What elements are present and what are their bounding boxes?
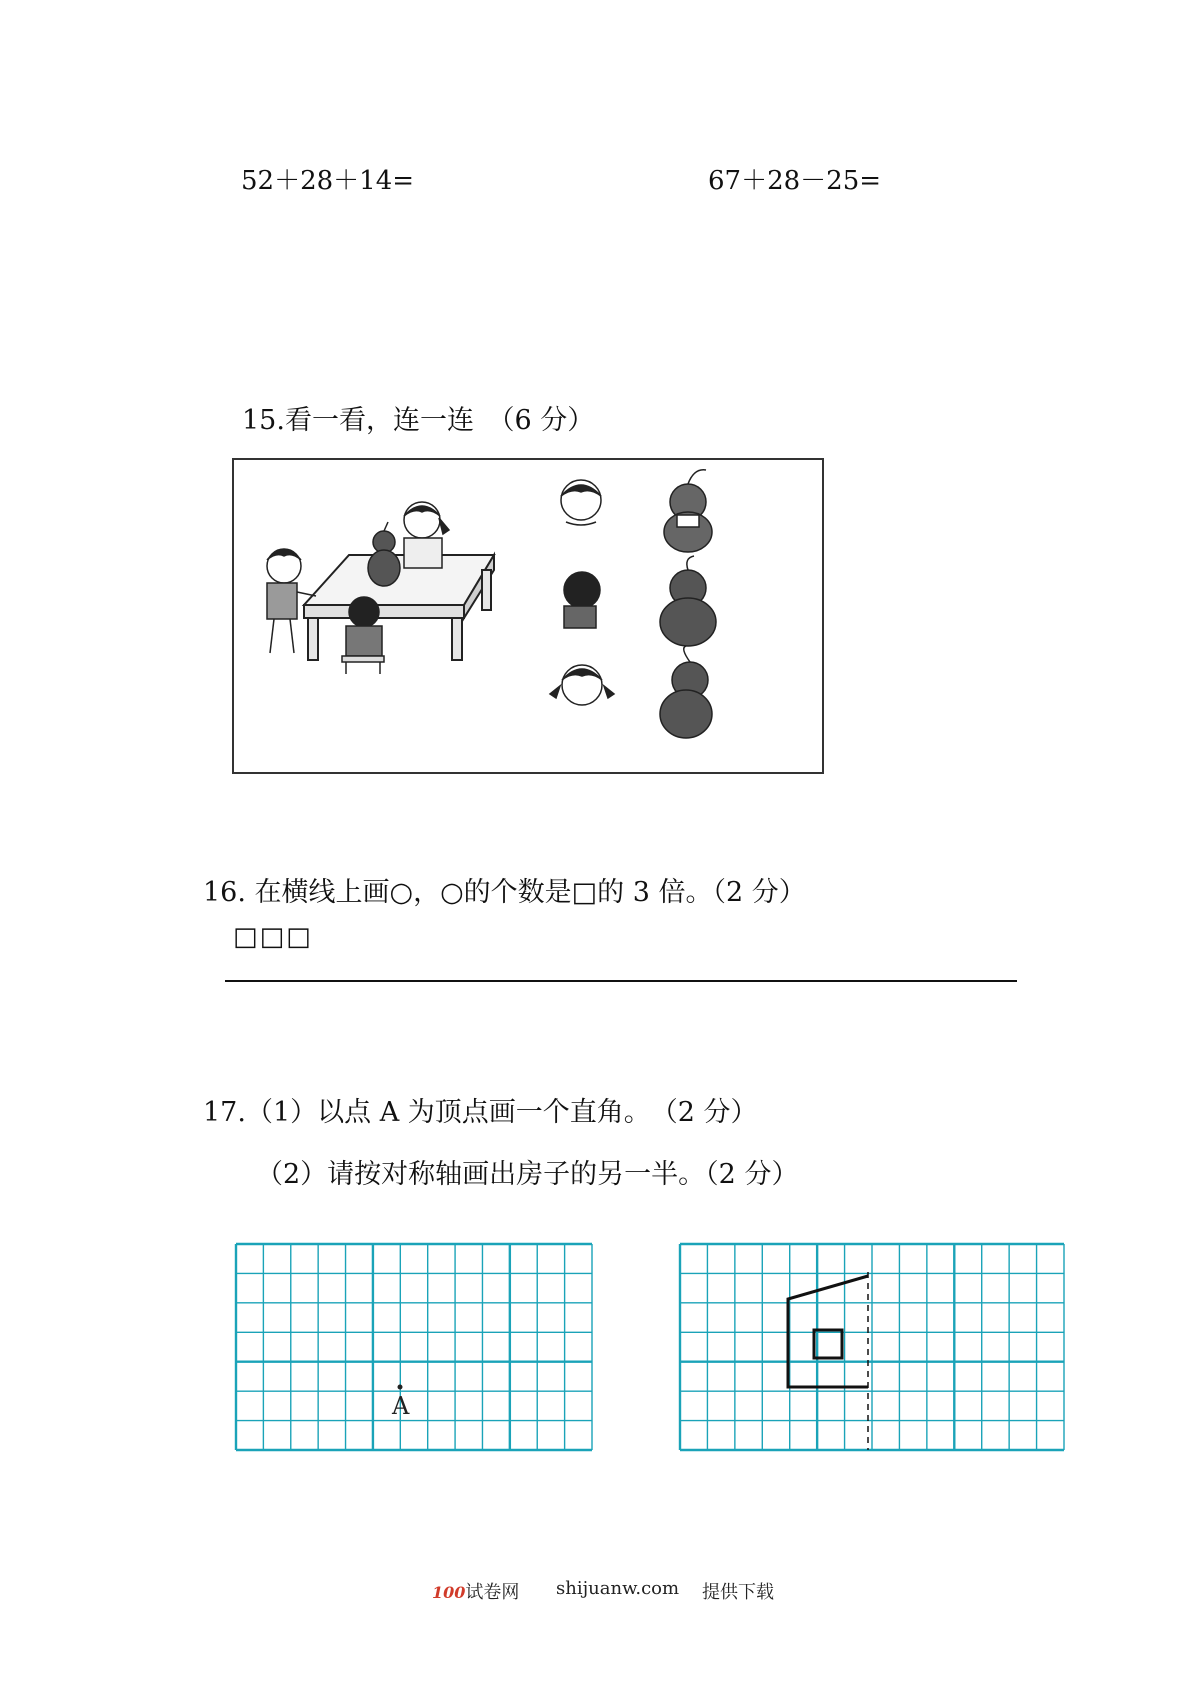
half-house-figure — [788, 1276, 868, 1387]
girl-back-figure — [404, 502, 449, 568]
question-17-part-2: （2）请按对称轴画出房子的另一半。（2 分） — [256, 1159, 799, 1190]
view-boy-back — [564, 572, 600, 628]
matching-illustration — [232, 458, 824, 774]
matching-illustration-drawing — [234, 460, 822, 772]
footer-brand — [432, 1578, 519, 1604]
expression-2: 67＋28－25= — [708, 166, 882, 196]
view-doll-front — [664, 470, 712, 552]
question-15-title: 15.看一看，连一连 （6 分） — [242, 405, 595, 436]
footer-note: 提供下载 — [702, 1582, 774, 1603]
footer-url[interactable]: shijuanw.com — [556, 1578, 680, 1599]
question-17-part-1: 17.（1）以点 A 为顶点画一个直角。 （2 分） — [203, 1097, 758, 1128]
point-a-dot — [398, 1385, 403, 1390]
grid-left-lines — [236, 1244, 592, 1450]
view-doll-back — [660, 556, 716, 646]
footer-logo-100: 100 — [432, 1583, 466, 1602]
answer-line[interactable] — [225, 980, 1017, 982]
view-girl-front — [561, 480, 601, 525]
grid-house-symmetry[interactable] — [678, 1242, 1066, 1452]
given-squares: □□□ — [233, 922, 313, 952]
grid-right-lines — [680, 1244, 1064, 1450]
expression-1: 52＋28＋14= — [241, 166, 415, 196]
footer-site-name: 试卷网 — [465, 1582, 520, 1603]
grid-right-angle[interactable] — [234, 1242, 594, 1452]
question-16-title: 16. 在横线上画○，○的个数是□的 3 倍。（2 分） — [203, 877, 806, 908]
view-girl-side — [550, 665, 614, 705]
view-doll-side — [660, 646, 712, 738]
point-a-label: A — [392, 1392, 410, 1420]
